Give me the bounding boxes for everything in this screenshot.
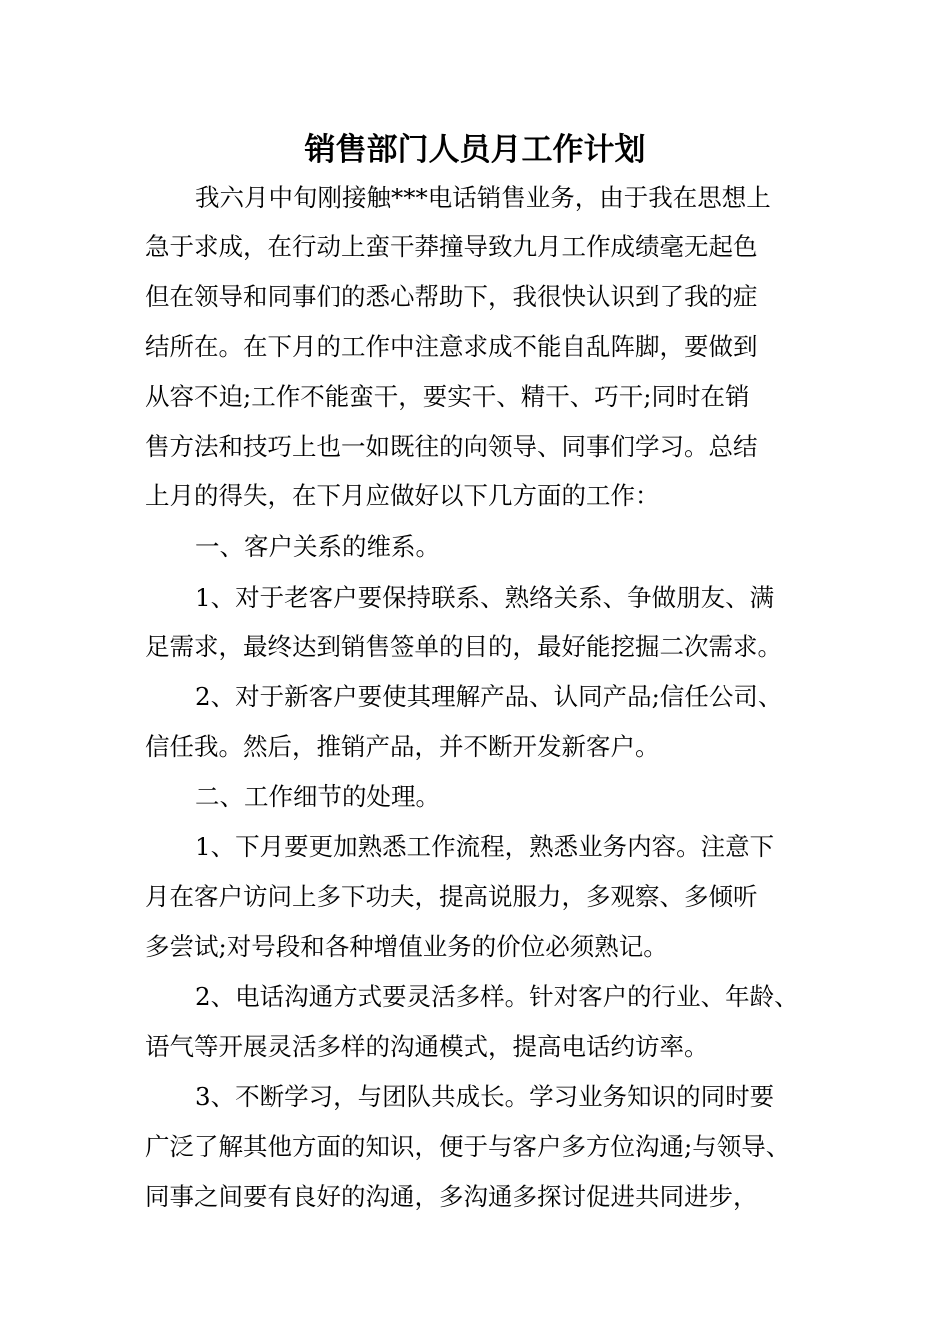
- body-line: 2、电话沟通方式要灵活多样。针对客户的行业、年龄、: [195, 982, 799, 1011]
- body-line: 急于求成，在行动上蛮干莽撞导致九月工作成绩毫无起色: [145, 232, 758, 261]
- document-title: 销售部门人员月工作计划: [304, 132, 646, 168]
- body-line: 1、下月要更加熟悉工作流程，熟悉业务内容。注意下: [195, 832, 775, 861]
- body-line: 上月的得失，在下月应做好以下几方面的工作：: [145, 481, 660, 510]
- body-line: 2、对于新客户要使其理解产品、认同产品;信任公司、: [195, 682, 783, 711]
- body-line: 月在客户访问上多下功夫，提高说服力，多观察、多倾听: [145, 882, 758, 911]
- body-line: 语气等开展灵活多样的沟通模式，提高电话约访率。: [145, 1032, 709, 1061]
- body-line: 广泛了解其他方面的知识，便于与客户多方位沟通;与领导、: [145, 1132, 791, 1161]
- body-line: 从容不迫;工作不能蛮干，要实干、精干、巧干;同时在销: [145, 382, 750, 411]
- body-line: 结所在。在下月的工作中注意求成不能自乱阵脚，要做到: [145, 332, 758, 361]
- body-line: 1、对于老客户要保持联系、熟络关系、争做朋友、满: [195, 583, 775, 612]
- body-line: 信任我。然后，推销产品，并不断开发新客户。: [145, 732, 660, 761]
- body-line: 售方法和技巧上也一如既往的向领导、同事们学习。总结: [145, 432, 758, 461]
- body-line: 3、不断学习，与团队共成长。学习业务知识的同时要: [195, 1082, 775, 1111]
- body-line: 但在领导和同事们的悉心帮助下，我很快认识到了我的症: [145, 282, 758, 311]
- section-heading: 二、工作细节的处理。: [195, 782, 440, 811]
- body-line: 我六月中旬刚接触***电话销售业务，由于我在思想上: [195, 183, 771, 212]
- body-line: 多尝试;对号段和各种增值业务的价位必须熟记。: [145, 932, 668, 961]
- body-line: 同事之间要有良好的沟通，多沟通多探讨促进共同进步，: [145, 1182, 758, 1211]
- section-heading: 一、客户关系的维系。: [195, 532, 440, 561]
- body-line: 足需求，最终达到销售签单的目的，最好能挖掘二次需求。: [145, 632, 782, 661]
